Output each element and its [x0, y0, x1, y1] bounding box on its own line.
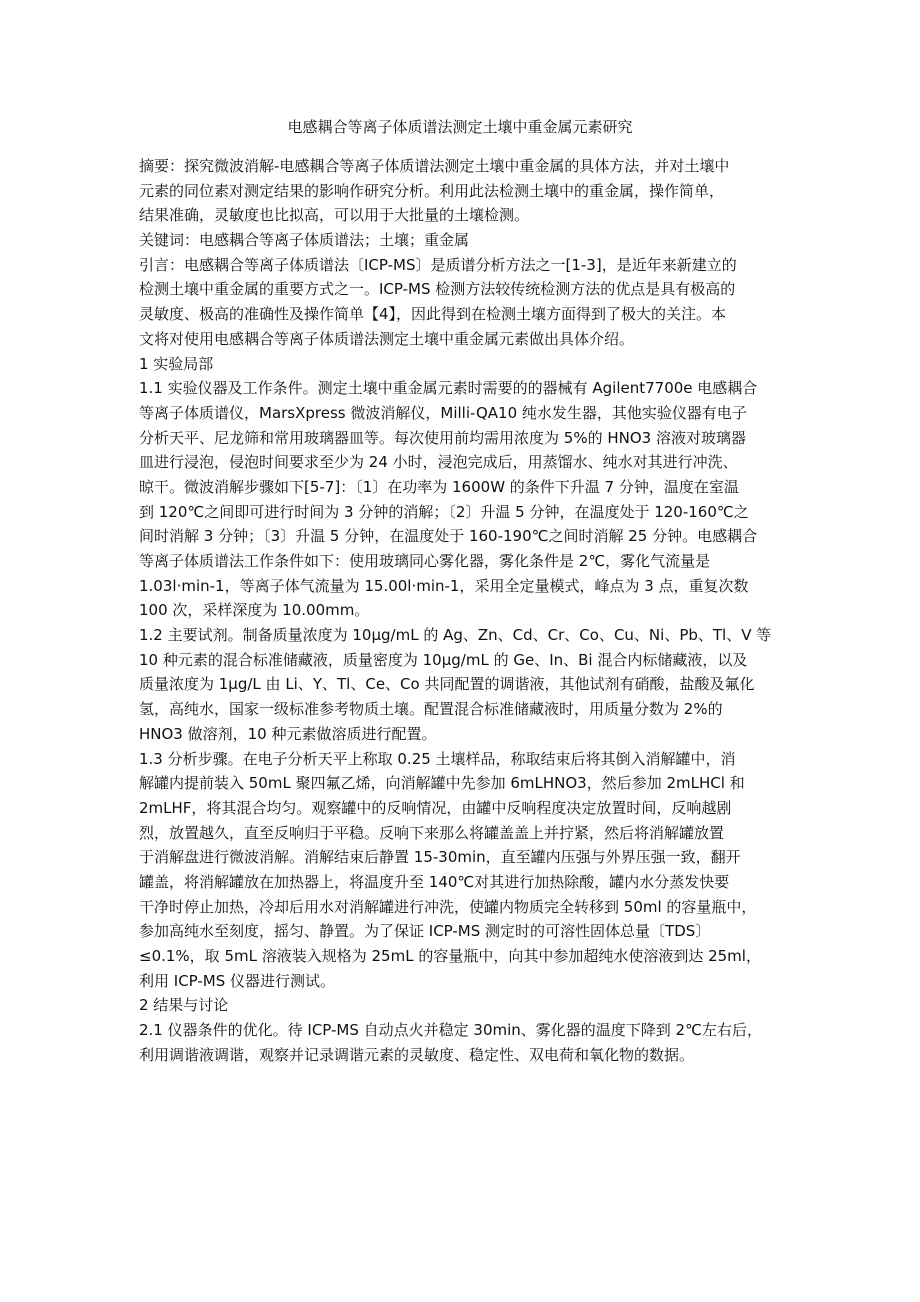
body-text-line: 利用 ICP-MS 仪器进行测试。: [139, 971, 336, 990]
body-text-line: 1.03l·min-1，等离子体气流量为 15.00l·min-1，采用全定量模式，峰点为 3 点，重复次数: [139, 576, 749, 595]
body-text-line: 2mLHF，将其混合均匀。观察罐中的反响情况，由罐中反响程度决定放置时间，反响越剧: [139, 798, 732, 817]
body-text-line: HNO3 做溶剂，10 种元素做溶质进行配置。: [139, 724, 437, 743]
body-text-line: 罐盖，将消解罐放在加热器上，将温度升至 140℃对其进行加热除酸，罐内水分蒸发快要: [139, 872, 730, 891]
body-text-line: 烈，放置越久，直至反响归于平稳。反响下来那么将罐盖盖上并拧紧，然后将消解罐放置: [139, 823, 725, 842]
body-text-line: 10 种元素的混合标准储藏液，质量密度为 10μg/mL 的 Ge、In、Bi 混合内标储藏液，以及: [139, 650, 748, 669]
body-text-line: 关键词：电感耦合等离子体质谱法；土壤；重金属: [139, 231, 470, 250]
body-text-line: 到 120℃之间即可进行时间为 3 分钟的消解；〔2〕升温 5 分钟，在温度处于 120-160℃之: [139, 502, 749, 521]
body-text-line: 皿进行浸泡，侵泡时间要求至少为 24 小时，浸泡完成后，用蒸馏水、纯水对其进行冲洗、: [139, 453, 738, 472]
body-text-line: 等离子体质谱法工作条件如下：使用玻璃同心雾化器，雾化条件是 2℃，雾化气流量是: [139, 552, 711, 570]
body-text-line: 等离子体质谱仪，MarsXpress 微波消解仪，Milli-QA10 纯水发生器，其他实验仪器有电子: [139, 403, 747, 422]
body-text-line: 检测土壤中重金属的重要方式之一。ICP-MS 检测方法较传统检测方法的优点是具有极高的: [139, 280, 736, 299]
body-text-line: 元素的同位素对测定结果的影响作研究分析。利用此法检测土壤中的重金属，操作简单，: [139, 181, 725, 200]
body-text-line: 100 次，采样深度为 10.00mm。: [139, 601, 370, 620]
document-title: 电感耦合等离子体质谱法测定土壤中重金属元素研究: [287, 118, 633, 136]
body-text-line: 2.1 仪器条件的优化。待 ICP-MS 自动点火并稳定 30min、雾化器的温度下降到 2℃左右后，: [139, 1021, 762, 1040]
body-text-line: 干净时停止加热，冷却后用水对消解罐进行冲洗，使罐内物质完全转移到 50ml 的容量瓶中，: [139, 897, 757, 916]
body-text-line: 质量浓度为 1μg/L 由 Li、Y、Tl、Ce、Co 共同配置的调谐液，其他试剂有硝酸，盐酸及氟化: [139, 675, 755, 694]
body-text-line: 文将对使用电感耦合等离子体质谱法测定土壤中重金属元素做出具体介绍。: [139, 329, 635, 348]
body-text-line: 1 实验局部: [139, 354, 214, 373]
document-body: [139, 154, 789, 1067]
body-text-line: ≤0.1%，取 5mL 溶液装入规格为 25mL 的容量瓶中，向其中参加超纯水使溶液到达 25ml，: [139, 947, 761, 965]
body-text-line: 灵敏度、极高的准确性及操作简单【4】，因此得到在检测土壤方面得到了极大的关注。本: [139, 305, 727, 324]
body-text-line: 结果准确，灵敏度也比拟高，可以用于大批量的土壤检测。: [139, 206, 530, 225]
body-text-line: 于消解盘进行微波消解。消解结束后静置 15-30min，直至罐内压强与外界压强一致，翻开: [139, 848, 741, 867]
body-text-line: 2 结果与讨论: [139, 996, 229, 1015]
body-text-line: 利用调谐液调谐，观察并记录调谐元素的灵敏度、稳定性、双电荷和氧化物的数据。: [139, 1045, 695, 1064]
body-text-line: 摘要：探究微波消解-电感耦合等离子体质谱法测定土壤中重金属的具体方法，并对土壤中: [139, 157, 730, 175]
body-text-line: 1.2 主要试剂。制备质量浓度为 10μg/mL 的 Ag、Zn、Cd、Cr、Co、Cu、Ni、Pb、Tl、V 等: [139, 626, 772, 645]
body-text-line: 解罐内提前装入 50mL 聚四氟乙烯，向消解罐中先参加 6mLHNO3，然后参加 2mLHCl 和: [139, 774, 745, 793]
body-text-line: 晾干。微波消解步骤如下[5-7]：〔1〕在功率为 1600W 的条件下升温 7 分钟，温度在室温: [139, 477, 739, 496]
body-text-line: 1.3 分析步骤。在电子分析天平上称取 0.25 土壤样品，称取结束后将其倒入消解罐中，消: [139, 749, 736, 768]
body-text-line: 氢，高纯水，国家一级标准参考物质土壤。配置混合标准储藏液时，用质量分数为 2%的: [139, 700, 723, 719]
body-text-line: 1.1 实验仪器及工作条件。测定土壤中重金属元素时需要的的器械有 Agilent7700e 电感耦合: [139, 379, 758, 398]
body-text-line: 间时消解 3 分钟；〔3〕升温 5 分钟，在温度处于 160-190℃之间时消解 25 分钟。电感耦合: [139, 527, 758, 546]
body-text-line: 引言：电感耦合等离子体质谱法〔ICP-MS〕是质谱分析方法之一[1-3]，是近年来新建立的: [139, 255, 737, 274]
body-text-line: 分析天平、尼龙筛和常用玻璃器皿等。每次使用前均需用浓度为 5%的 HNO3 溶液对玻璃器: [139, 428, 746, 447]
body-text-line: 参加高纯水至刻度，摇匀、静置。为了保证 ICP-MS 测定时的可溶性固体总量〔TDS〕: [139, 922, 711, 941]
